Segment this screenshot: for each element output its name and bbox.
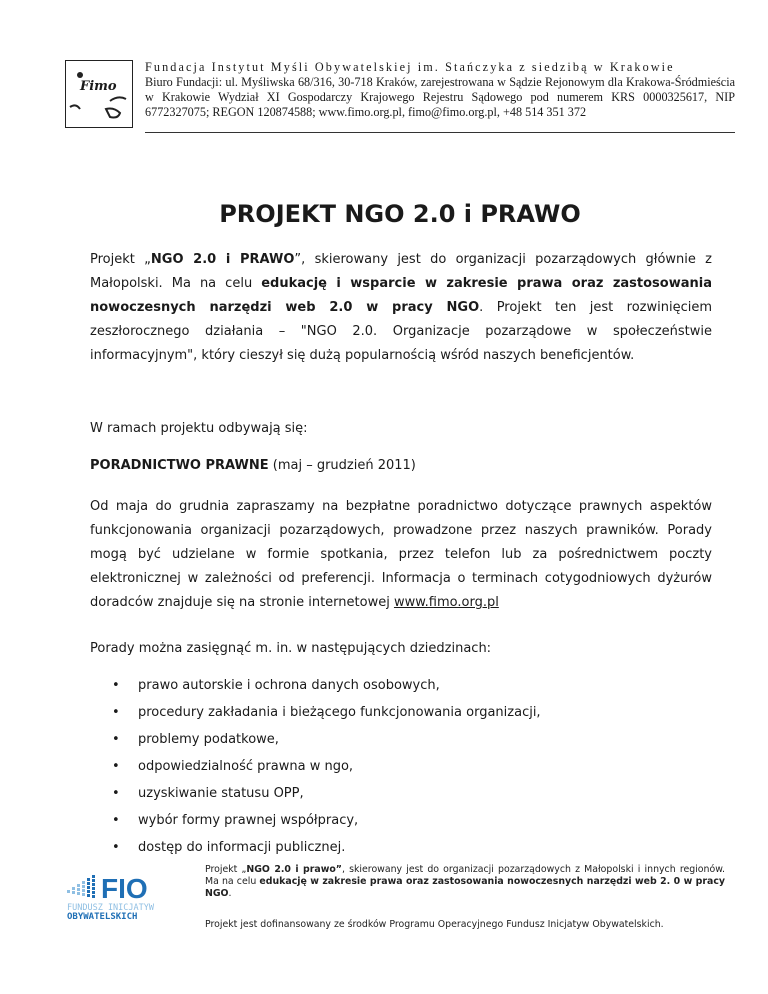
list-item-text: procedury zakładania i bieżącego funkcjonowania organizacji, xyxy=(138,705,541,720)
legal-advice-paragraph xyxy=(90,495,712,615)
foundation-name: Fundacja Instytut Myśli Obywatelskiej im. Stańczyka z siedzibą w Krakowie xyxy=(145,60,675,74)
list-item-text: odpowiedzialność prawna w ngo, xyxy=(138,759,354,774)
list-item xyxy=(90,699,712,726)
list-item-text: problemy podatkowe, xyxy=(138,732,279,747)
intro-text-2: ”, skierowany jest do organizacji pozarządowych głównie z Małopolski. Ma na celu xyxy=(90,252,712,291)
fio-logo-dots-icon xyxy=(67,875,95,898)
bullet-icon: • xyxy=(112,759,120,774)
footer-project-description xyxy=(205,864,725,900)
header-divider xyxy=(145,132,735,133)
intro-bold-2: edukację i wsparcie w zakresie prawa oraz zastosowania nowoczesnych narzędzi web 2.0 w pracy NGO xyxy=(90,276,712,315)
list-item xyxy=(90,753,712,780)
intro-text-1: Projekt „ xyxy=(90,252,151,267)
list-item xyxy=(90,726,712,753)
page-footer xyxy=(65,860,725,940)
intro-paragraph xyxy=(90,248,712,368)
within-project-text: W ramach projektu odbywają się: xyxy=(90,421,308,436)
letterhead xyxy=(65,60,733,132)
fimo-logo xyxy=(65,60,133,128)
footer-funding-note: Projekt jest dofinansowany ze środków Programu Operacyjnego Fundusz Inicjatyw Obywatelskich. xyxy=(205,919,664,930)
fimo-website-link[interactable]: www.fimo.org.pl xyxy=(393,595,499,610)
footer-text-3: . xyxy=(228,888,232,899)
list-item xyxy=(90,780,712,807)
list-item xyxy=(90,672,712,699)
intro-bold-1: NGO 2.0 i PRAWO xyxy=(150,252,295,267)
bullet-icon: • xyxy=(112,840,120,855)
footer-text-2: , skierowany jest do organizacji pozarządowych z Małopolski i innych regionów. Ma na celu xyxy=(205,864,725,887)
section-title: PORADNICTWO PRAWNE xyxy=(90,458,269,473)
fimo-logo-text: Fimo xyxy=(80,79,117,94)
footer-bold-1: NGO 2.0 i prawo” xyxy=(246,864,342,875)
bullet-icon: • xyxy=(112,732,120,747)
section-dates: (maj – grudzień 2011) xyxy=(268,458,416,473)
list-item-text: wybór formy prawnej współpracy, xyxy=(138,813,359,828)
bullet-icon: • xyxy=(112,678,120,693)
fio-logo-line1: FUNDUSZ INICJATYW xyxy=(67,903,154,913)
bullet-icon: • xyxy=(112,813,120,828)
footer-bold-2: edukację w zakresie prawa oraz zastosowania nowoczesnych narzędzi web 2. 0 w pracy NGO xyxy=(205,876,726,899)
page-title: PROJEKT NGO 2.0 i PRAWO xyxy=(219,200,581,228)
document-body xyxy=(90,248,712,861)
intro-text-3: . Projekt ten jest rozwinięciem zeszłorocznego działania – "NGO 2.0. Organizacje pozarządowe w społeczeństwie informacyjnym", który cieszył się dużą popularnością wśród naszych beneficjentów. xyxy=(90,300,712,363)
list-item-text: prawo autorskie i ochrona danych osobowych, xyxy=(138,678,440,693)
foundation-address: Biuro Fundacji: ul. Myśliwska 68/316, 30-718 Kraków, zarejestrowana w Sądzie Rejonowym dla Krakowa-Śródmieścia w Krakowie Wydział XI Gospodarczy Krajowego Rejestru Sądowego pod numerem KRS 0000325617, NIP 6772327075; REGON 120874588; www.fimo.org.pl, fimo@fimo.org.pl, +48 514 351 372 xyxy=(145,75,735,119)
list-item-text: dostęp do informacji publicznej. xyxy=(138,840,346,855)
fio-logo-big-text: FIO xyxy=(101,873,148,904)
list-item-text: uzyskiwanie statusu OPP, xyxy=(138,786,304,801)
fio-logo-line2: OBYWATELSKICH xyxy=(67,912,138,920)
foundation-info xyxy=(145,60,735,120)
advice-areas-list xyxy=(90,672,712,861)
legal-advice-text: Od maja do grudnia zapraszamy na bezpłatne poradnictwo dotyczące prawnych aspektów funkcjonowania organizacji pozarządowych, prowadzone przez naszych prawników. Porady mogą być udzielane w formie spotkania, przez telefon lub za pośrednictwem poczty elektronicznej w zależności od preferencji. Informacja o terminach cotygodniowych dyżurów doradców znajduje się na stronie internetowej xyxy=(90,499,712,610)
scissors-icon xyxy=(66,61,132,127)
list-item xyxy=(90,807,712,834)
section-heading xyxy=(90,458,712,473)
list-item xyxy=(90,834,712,861)
footer-text-1: Projekt „ xyxy=(205,864,247,875)
bullet-icon: • xyxy=(112,705,120,720)
areas-intro: Porady można zasięgnąć m. in. w następujących dziedzinach: xyxy=(90,641,492,656)
bullet-icon: • xyxy=(112,786,120,801)
fio-logo xyxy=(65,868,185,920)
